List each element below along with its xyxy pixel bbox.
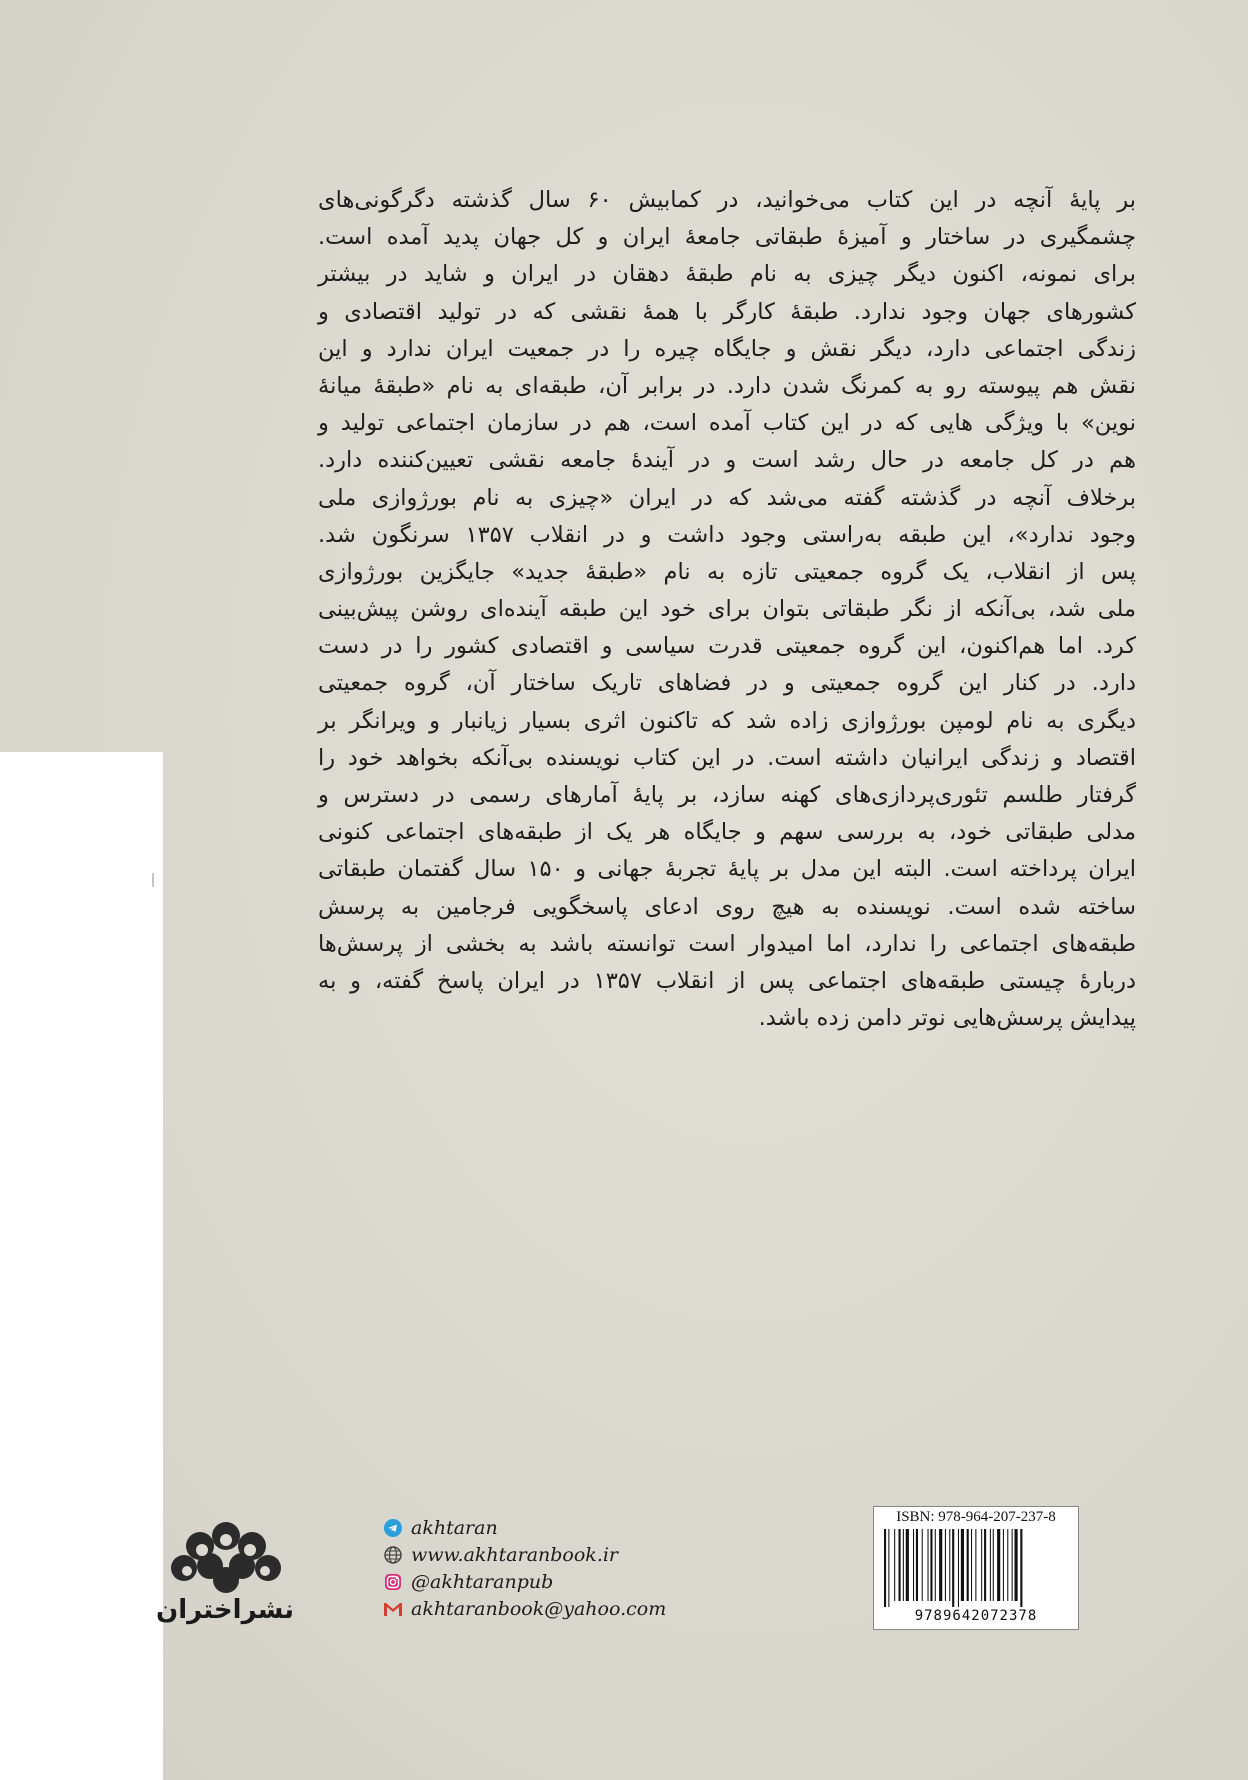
instagram-handle: @akhtaranpub [411,1570,554,1593]
spine-crease [152,873,154,887]
contact-telegram[interactable] [383,1514,703,1541]
page-margin-strip [0,752,163,1780]
blurb-line: نقش هم پیوسته رو به کمرنگ شدن دارد. در برابر آن، طبقه‌ای به نام «طبقهٔ میانهٔ [318,372,1136,399]
blurb-line: طبقه‌های اجتماعی را ندارد، اما امیدوار است توانسته باشد به بخشی از پرسش‌ها [318,930,1136,957]
blurb-line: زندگی اجتماعی دارد، دیگر نقش و جایگاه چیره را در جمعیت ایران ندارد و این [318,335,1136,362]
email-address: akhtaranbook@yahoo.com [411,1597,667,1620]
barcode-icon [882,1529,1070,1607]
contact-list [383,1514,703,1622]
blurb-line: هم در کل جامعه در حال رشد است و در آیندهٔ جامعه نقشی تعیین‌کننده دارد. [318,447,1136,474]
blurb-line: اقتصاد و زندگی ایرانیان داشته است. در این کتاب نویسنده بی‌آنکه بخواهد خود را [318,744,1136,771]
blurb-line: برای نمونه، اکنون دیگر چیزی به نام طبقهٔ دهقان در ایران و شاید در بیشتر [318,261,1136,288]
blurb-line: دارد. در کنار این گروه جمعیتی و در فضاهای تاریک ساختار آن، گروه جمعیتی [318,670,1136,697]
blurb-line: کرد. اما هم‌اکنون، این گروه جمعیتی قدرت سیاسی و اقتصادی کشور را در دست [318,633,1136,660]
blurb-line: برخلاف آنچه در گذشته گفته می‌شد که در ایران «چیزی به نام بورژوازی ملی [318,484,1136,511]
barcode-digits: 9789642072378 [914,1608,1038,1624]
blurb-line: گرفتار طلسم تئوری‌پردازی‌های کهنه سازد، بر پایهٔ آمارهای رسمی در دسترس و [318,782,1136,808]
contact-email[interactable] [383,1595,703,1622]
blurb-line: پس از انقلاب، یک گروه جمعیتی تازه به نام «طبقهٔ جدید» جایگزین بورژوازی [318,558,1136,585]
instagram-icon [383,1572,403,1592]
blurb-line: ایران پرداخته است. البته این مدل بر پایهٔ تجربهٔ جهانی و ۱۵۰ سال گفتمان طبقاتی [318,856,1137,883]
blurb-line: ساخته شده است. نویسنده به هیچ روی ادعای پاسخگویی فرجامین به پرسش [318,893,1136,920]
blurb-line: نوین» با ویژگی هایی که در این کتاب آمده است، هم در سازمان اجتماعی تولید و [318,410,1136,437]
blurb-line: پیدایش پرسش‌هایی نوتر دامن زده باشد. [758,1005,1136,1032]
blurb-line: ملی شد، بی‌آنکه از نگر طبقاتی بتوان برای خود این طبقه آینده‌ای روشن پیش‌بینی [318,596,1136,623]
blurb-text [318,182,1136,1037]
blurb-line: وجود ندارد»، این طبقه به‌راستی وجود داشت و در انقلاب ۱۳۵۷ سرنگون شد. [318,521,1136,548]
email-icon [383,1599,403,1619]
telegram-handle: akhtaran [411,1516,498,1539]
blurb-line: چشمگیری در ساختار و آمیزهٔ طبقاتی جامعهٔ ایران و کل جهان پدید آمده است. [318,224,1136,251]
contact-instagram[interactable] [383,1568,703,1595]
blurb-line: دربارهٔ چیستی طبقه‌های اجتماعی پس از انقلاب ۱۳۵۷ در ایران پاسخ گفته، و به [318,967,1136,994]
publisher-name: نشراختران [156,1595,294,1625]
contact-website[interactable] [383,1541,703,1568]
blurb-line: مدلی طبقاتی خود، به بررسی سهم و جایگاه هر یک از طبقه‌های اجتماعی کنونی [318,819,1136,846]
blurb-line: بر پایهٔ آنچه در این کتاب می‌خوانید، در کمابیش ۶۰ سال گذشته دگرگونی‌های [318,187,1136,213]
blurb-line: کشورهای جهان وجود ندارد. طبقهٔ کارگر با همهٔ نقشی که در تولید اقتصادی و [318,298,1136,325]
isbn-label: ISBN: 978-964-207-237-8 [896,1509,1056,1525]
blurb-line: دیگری به نام لومپن بورژوازی زاده شد که تاکنون اثری بسیار زیانبار و ویرانگر بر [318,707,1136,734]
isbn-barcode-block [873,1506,1079,1630]
telegram-icon [383,1518,403,1538]
globe-icon [383,1545,403,1565]
website-url: www.akhtaranbook.ir [411,1543,619,1566]
